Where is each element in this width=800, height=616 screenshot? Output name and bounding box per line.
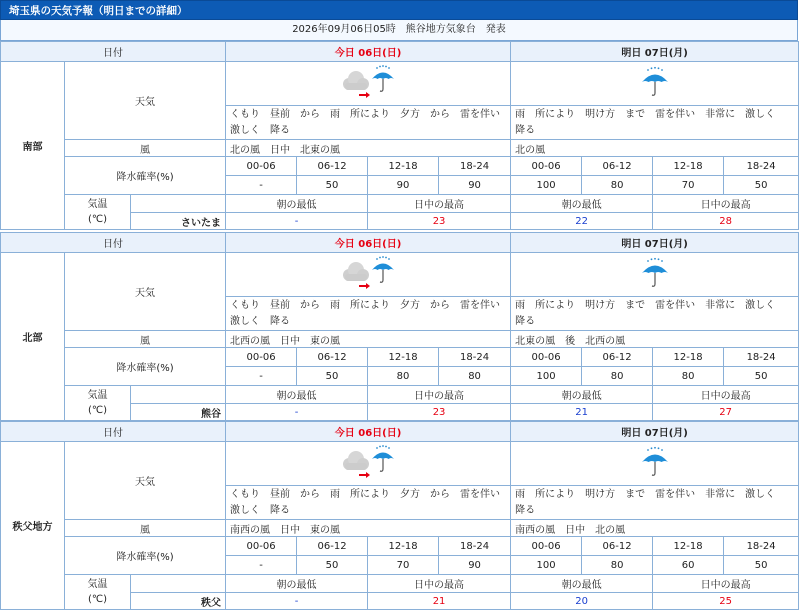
morning-min-label: 朝の最低 bbox=[511, 386, 653, 404]
wind-label: 風 bbox=[65, 140, 226, 157]
pop-value: 70 bbox=[653, 176, 724, 195]
today-weather-icon-cell bbox=[226, 253, 511, 297]
pop-value: 50 bbox=[297, 556, 368, 575]
temp-label bbox=[65, 195, 131, 230]
cloudy-then-rain-icon bbox=[339, 253, 397, 296]
tomorrow-wind: 北東の風 後 北西の風 bbox=[511, 331, 799, 348]
today-weather-text: くもり 昼前 から 雨 所により 夕方 から 雷を伴い 激しく 降る bbox=[226, 297, 511, 331]
rain-umbrella-icon bbox=[635, 253, 675, 296]
pop-period: 12-18 bbox=[368, 537, 439, 556]
today-date: 今日 06日(日) bbox=[226, 422, 511, 442]
region-name: 南部 bbox=[1, 62, 65, 230]
pop-value: 80 bbox=[653, 367, 724, 386]
tomorrow-min-temp: 20 bbox=[511, 593, 653, 610]
cloudy-then-rain-icon bbox=[339, 62, 397, 105]
pop-period: 12-18 bbox=[368, 157, 439, 176]
pop-period: 18-24 bbox=[439, 537, 511, 556]
temp-spacer bbox=[131, 575, 226, 593]
pop-period: 06-12 bbox=[582, 537, 653, 556]
tomorrow-min-temp: 21 bbox=[511, 404, 653, 421]
date-label: 日付 bbox=[1, 42, 226, 62]
pop-period: 18-24 bbox=[724, 157, 799, 176]
pop-label: 降水確率(%) bbox=[65, 537, 226, 575]
pop-period: 00-06 bbox=[511, 157, 582, 176]
today-max-temp: 23 bbox=[368, 213, 511, 230]
tomorrow-weather-icon-cell bbox=[511, 62, 799, 106]
pop-value: 70 bbox=[368, 556, 439, 575]
today-date: 今日 06日(日) bbox=[226, 42, 511, 62]
pop-value: 60 bbox=[653, 556, 724, 575]
tomorrow-weather-text: 雨 所により 明け方 まで 雷を伴い 非常に 激しく 降る bbox=[511, 106, 799, 140]
pop-value: 80 bbox=[582, 367, 653, 386]
pop-period: 18-24 bbox=[724, 348, 799, 367]
pop-value: 100 bbox=[511, 176, 582, 195]
day-max-label: 日中の最高 bbox=[368, 386, 511, 404]
pop-period: 06-12 bbox=[297, 537, 368, 556]
day-max-label: 日中の最高 bbox=[653, 195, 799, 213]
pop-value: 50 bbox=[724, 176, 799, 195]
temp-label bbox=[65, 575, 131, 610]
today-wind: 南西の風 日中 東の風 bbox=[226, 520, 511, 537]
today-weather-text: くもり 昼前 から 雨 所により 夕方 から 雷を伴い 激しく 降る bbox=[226, 486, 511, 520]
pop-period: 00-06 bbox=[226, 157, 297, 176]
tomorrow-min-temp: 22 bbox=[511, 213, 653, 230]
temp-label-line1: 気温 bbox=[87, 579, 108, 590]
day-max-label: 日中の最高 bbox=[653, 575, 799, 593]
station-name: 秩父 bbox=[131, 593, 226, 610]
pop-value: 80 bbox=[439, 367, 511, 386]
tomorrow-weather-text: 雨 所により 明け方 まで 雷を伴い 非常に 激しく 降る bbox=[511, 297, 799, 331]
weather-label: 天気 bbox=[65, 442, 226, 520]
pop-period: 06-12 bbox=[582, 157, 653, 176]
pop-period: 06-12 bbox=[582, 348, 653, 367]
pop-value: 100 bbox=[511, 556, 582, 575]
pop-value: - bbox=[226, 367, 297, 386]
pop-value: - bbox=[226, 556, 297, 575]
tomorrow-wind: 北の風 bbox=[511, 140, 799, 157]
pop-period: 12-18 bbox=[653, 537, 724, 556]
today-date: 今日 06日(日) bbox=[226, 233, 511, 253]
today-max-temp: 23 bbox=[368, 404, 511, 421]
today-wind: 北の風 日中 北東の風 bbox=[226, 140, 511, 157]
pop-value: 80 bbox=[582, 176, 653, 195]
pop-period: 00-06 bbox=[511, 348, 582, 367]
pop-value: 90 bbox=[439, 176, 511, 195]
pop-value: - bbox=[226, 176, 297, 195]
tomorrow-wind: 南西の風 日中 北の風 bbox=[511, 520, 799, 537]
morning-min-label: 朝の最低 bbox=[226, 195, 368, 213]
rain-umbrella-icon bbox=[635, 62, 675, 105]
pop-value: 50 bbox=[297, 367, 368, 386]
tomorrow-weather-icon-cell bbox=[511, 253, 799, 297]
tomorrow-date: 明日 07日(月) bbox=[511, 422, 799, 442]
region-name: 北部 bbox=[1, 253, 65, 421]
temp-label-line2: (℃) bbox=[87, 214, 108, 225]
today-min-temp: - bbox=[226, 213, 368, 230]
morning-min-label: 朝の最低 bbox=[511, 195, 653, 213]
weather-label: 天気 bbox=[65, 253, 226, 331]
date-label: 日付 bbox=[1, 233, 226, 253]
today-max-temp: 21 bbox=[368, 593, 511, 610]
pop-period: 18-24 bbox=[724, 537, 799, 556]
station-name: 熊谷 bbox=[131, 404, 226, 421]
pop-period: 18-24 bbox=[439, 348, 511, 367]
issued-info: 2026年09月06日05時 熊谷地方気象台 発表 bbox=[0, 20, 798, 41]
temp-label-line1: 気温 bbox=[87, 390, 108, 401]
pop-value: 100 bbox=[511, 367, 582, 386]
temp-label-line1: 気温 bbox=[87, 199, 108, 210]
temp-label-line2: (℃) bbox=[87, 405, 108, 416]
station-name: さいたま bbox=[131, 213, 226, 230]
pop-label: 降水確率(%) bbox=[65, 348, 226, 386]
tomorrow-date: 明日 07日(月) bbox=[511, 233, 799, 253]
pop-period: 12-18 bbox=[653, 157, 724, 176]
morning-min-label: 朝の最低 bbox=[226, 575, 368, 593]
wind-label: 風 bbox=[65, 520, 226, 537]
tomorrow-date: 明日 07日(月) bbox=[511, 42, 799, 62]
morning-min-label: 朝の最低 bbox=[226, 386, 368, 404]
pop-period: 12-18 bbox=[653, 348, 724, 367]
pop-period: 12-18 bbox=[368, 348, 439, 367]
pop-period: 06-12 bbox=[297, 348, 368, 367]
region-forecast-table-1 bbox=[0, 41, 799, 230]
pop-period: 00-06 bbox=[226, 348, 297, 367]
pop-value: 80 bbox=[582, 556, 653, 575]
region-forecast-table-3 bbox=[0, 421, 799, 610]
pop-period: 00-06 bbox=[226, 537, 297, 556]
tomorrow-max-temp: 28 bbox=[653, 213, 799, 230]
temp-label-line2: (℃) bbox=[87, 594, 108, 605]
pop-value: 50 bbox=[297, 176, 368, 195]
region-name: 秩父地方 bbox=[1, 442, 65, 610]
pop-value: 80 bbox=[368, 367, 439, 386]
date-label: 日付 bbox=[1, 422, 226, 442]
region-forecast-table-2 bbox=[0, 232, 799, 421]
today-min-temp: - bbox=[226, 593, 368, 610]
today-weather-icon-cell bbox=[226, 442, 511, 486]
pop-value: 90 bbox=[368, 176, 439, 195]
pop-period: 18-24 bbox=[439, 157, 511, 176]
day-max-label: 日中の最高 bbox=[368, 195, 511, 213]
tomorrow-weather-text: 雨 所により 明け方 まで 雷を伴い 非常に 激しく 降る bbox=[511, 486, 799, 520]
pop-value: 50 bbox=[724, 556, 799, 575]
today-weather-icon-cell bbox=[226, 62, 511, 106]
tomorrow-max-temp: 25 bbox=[653, 593, 799, 610]
pop-label: 降水確率(%) bbox=[65, 157, 226, 195]
temp-spacer bbox=[131, 386, 226, 404]
pop-value: 50 bbox=[724, 367, 799, 386]
morning-min-label: 朝の最低 bbox=[511, 575, 653, 593]
weather-label: 天気 bbox=[65, 62, 226, 140]
day-max-label: 日中の最高 bbox=[368, 575, 511, 593]
page-title: 埼玉県の天気予報（明日までの詳細） bbox=[0, 0, 798, 20]
pop-period: 00-06 bbox=[511, 537, 582, 556]
tomorrow-weather-icon-cell bbox=[511, 442, 799, 486]
cloudy-then-rain-icon bbox=[339, 442, 397, 485]
wind-label: 風 bbox=[65, 331, 226, 348]
today-min-temp: - bbox=[226, 404, 368, 421]
today-wind: 北西の風 日中 東の風 bbox=[226, 331, 511, 348]
today-weather-text: くもり 昼前 から 雨 所により 夕方 から 雷を伴い 激しく 降る bbox=[226, 106, 511, 140]
pop-value: 90 bbox=[439, 556, 511, 575]
tomorrow-max-temp: 27 bbox=[653, 404, 799, 421]
temp-label bbox=[65, 386, 131, 421]
rain-umbrella-icon bbox=[635, 442, 675, 485]
day-max-label: 日中の最高 bbox=[653, 386, 799, 404]
pop-period: 06-12 bbox=[297, 157, 368, 176]
temp-spacer bbox=[131, 195, 226, 213]
